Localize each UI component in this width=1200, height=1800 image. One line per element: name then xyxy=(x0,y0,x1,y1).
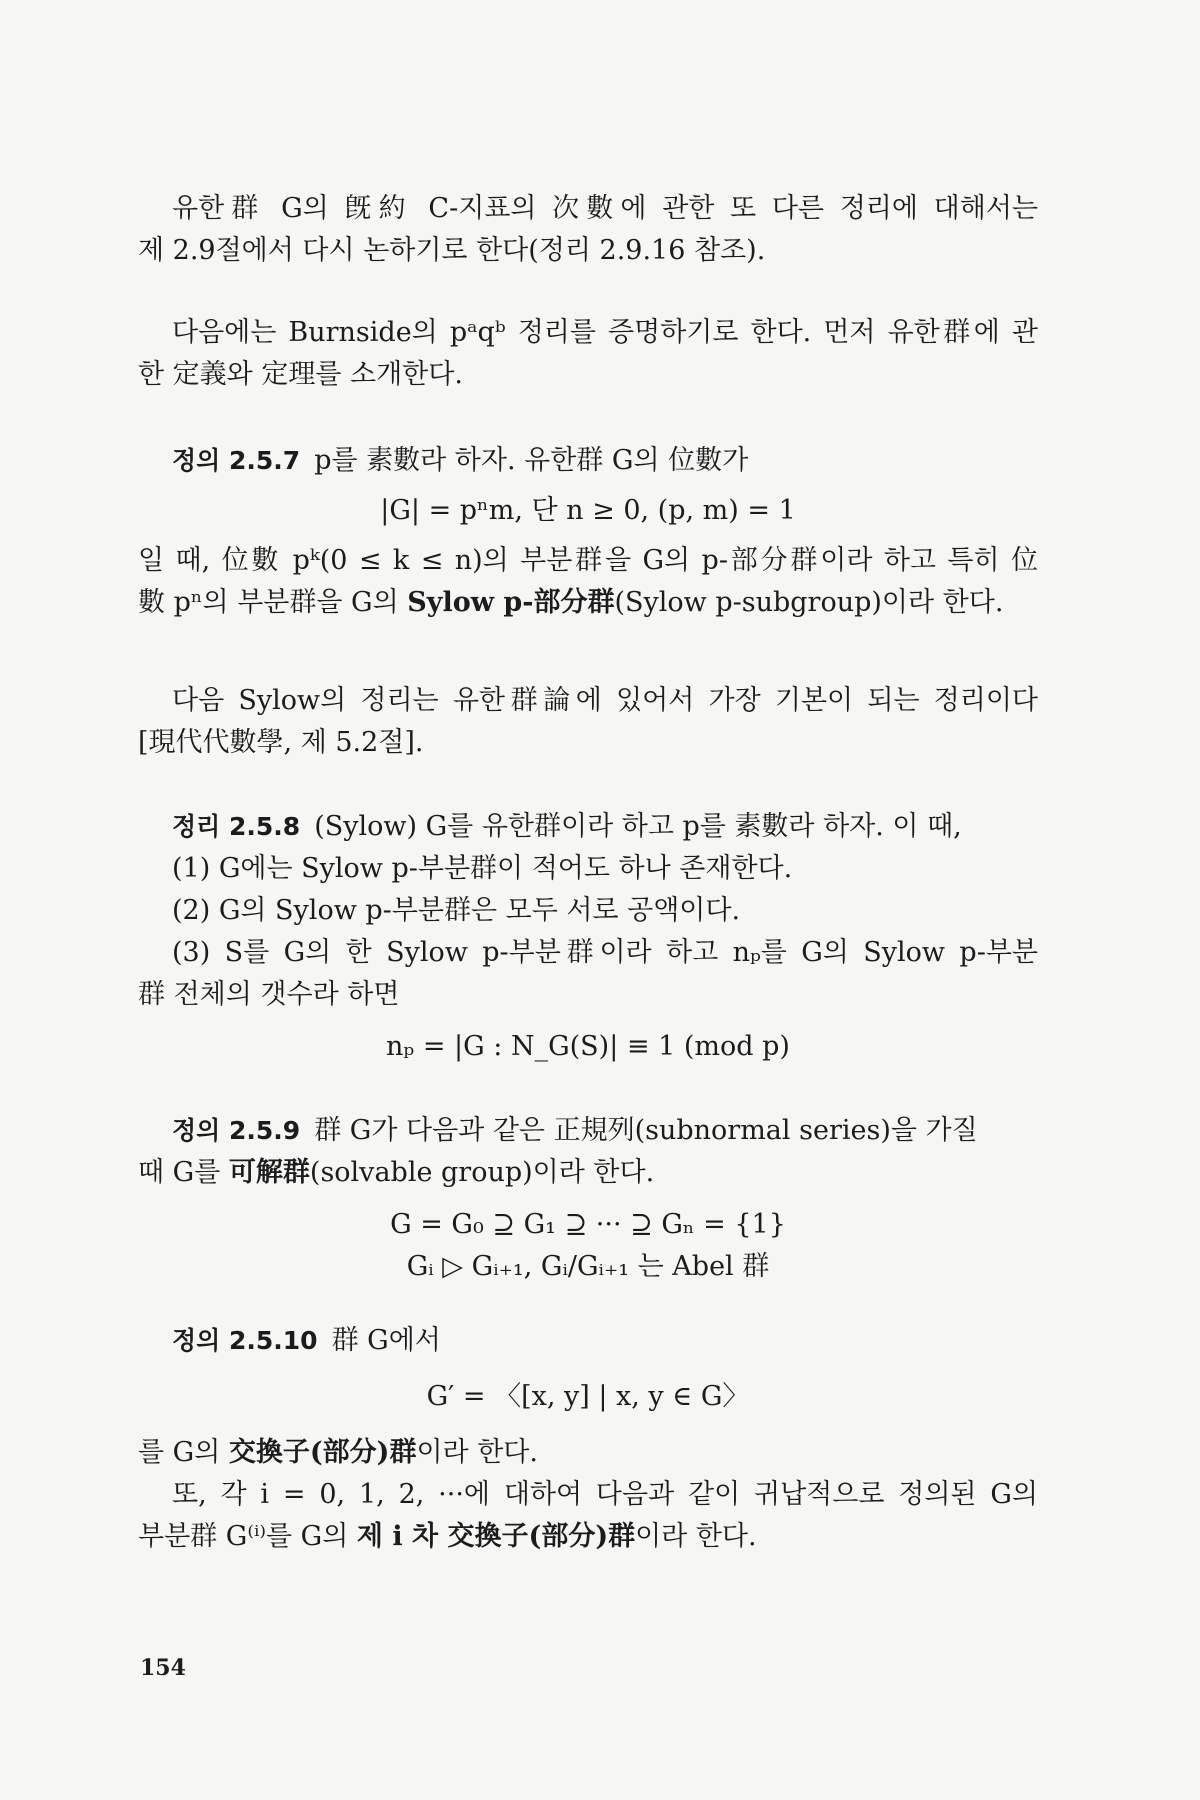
text-fragment: 數 pⁿ의 부분群을 G의 xyxy=(138,587,408,618)
text-fragment: 부분群 G⁽ⁱ⁾를 G의 xyxy=(138,1521,357,1552)
text-line: p를 素數라 하자. 유한群 G의 位數가 xyxy=(314,445,749,476)
list-item: (3) S를 G의 한 Sylow p-부분群이라 하고 nₚ를 G의 Sylow p-부분 xyxy=(172,937,1038,968)
page-number: 154 xyxy=(140,1655,186,1681)
text-line: 群 전체의 갯수라 하면 xyxy=(138,979,400,1010)
text-line: 한 定義와 定理를 소개한다. xyxy=(138,359,463,390)
text-line xyxy=(138,582,1038,624)
text-line: 群 G가 다음과 같은 正規列(subnormal series)을 가질 xyxy=(314,1115,978,1146)
term: 可解群 xyxy=(228,1157,310,1188)
definition-label: 정의 2.5.10 xyxy=(172,1326,318,1355)
text-line: 일 때, 位數 pᵏ(0 ≤ k ≤ n)의 부분群을 G의 p-部分群이라 하고 특히 位 xyxy=(138,545,1038,576)
text-fragment: (solvable group)이라 한다. xyxy=(309,1157,655,1188)
theorem-2-5-8 xyxy=(138,806,1038,1068)
formula: nₚ = |G : N_G(S)| ≡ 1 (mod p) xyxy=(386,1031,790,1062)
formula: |G| = pⁿm, 단 n ≥ 0, (p, m) = 1 xyxy=(380,495,796,526)
definition-heading xyxy=(138,1320,1038,1362)
theorem-label: 정리 2.5.8 xyxy=(172,812,301,841)
text-line xyxy=(138,1516,1038,1558)
text-fragment: 이라 한다. xyxy=(635,1521,757,1552)
definition-heading xyxy=(138,440,1038,482)
text-line: 다음 Sylow의 정리는 유한群論에 있어서 가장 기본이 되는 정리이다 xyxy=(172,685,1038,716)
formula: Gᵢ ▷ Gᵢ₊₁, Gᵢ/Gᵢ₊₁ 는 Abel 群 xyxy=(406,1251,770,1282)
paragraph-1 xyxy=(138,188,1038,272)
paragraph-3 xyxy=(138,680,1038,764)
formula: G′ = 〈[x, y] | x, y ∈ G〉 xyxy=(426,1381,750,1412)
text-fragment: 이라 한다. xyxy=(416,1437,538,1468)
term: 제 i 차 交換子(部分)群 xyxy=(356,1521,636,1552)
text-line: 제 2.9절에서 다시 논하기로 한다(정리 2.9.16 참조). xyxy=(138,235,766,266)
term: 交換子(部分)群 xyxy=(228,1437,417,1468)
paragraph-2 xyxy=(138,312,1038,396)
definition-2-5-10 xyxy=(138,1320,1038,1558)
list-item: (1) G에는 Sylow p-부분群이 적어도 하나 존재한다. xyxy=(172,853,793,884)
definition-2-5-7 xyxy=(138,440,1038,624)
text-fragment: 때 G를 xyxy=(138,1157,229,1188)
definition-2-5-9 xyxy=(138,1110,1038,1288)
text-line: 다음에는 Burnside의 pᵃqᵇ 정리를 증명하기로 한다. 먼저 유한群에 관 xyxy=(172,317,1038,348)
formula: G = G₀ ⊇ G₁ ⊇ ··· ⊇ Gₙ = {1} xyxy=(390,1209,786,1240)
text-fragment: 를 G의 xyxy=(138,1437,229,1468)
term: Sylow p-部分群 xyxy=(407,587,615,618)
text-line: [現代代數學, 제 5.2절]. xyxy=(138,727,424,758)
definition-heading xyxy=(138,1110,1038,1152)
text-fragment: (Sylow p-subgroup)이라 한다. xyxy=(614,587,1004,618)
definition-label: 정의 2.5.9 xyxy=(172,1116,301,1145)
list-item: (2) G의 Sylow p-부분群은 모두 서로 공액이다. xyxy=(172,895,741,926)
text-line: 群 G에서 xyxy=(331,1325,441,1356)
text-line: 또, 각 i = 0, 1, 2, ···에 대하여 다음과 같이 귀납적으로 정의된 G의 xyxy=(172,1479,1038,1510)
text-line: 유한群 G의 旣約 C-지표의 次數에 관한 또 다른 정리에 대해서는 xyxy=(172,193,1038,224)
definition-label: 정의 2.5.7 xyxy=(172,446,301,475)
text-line xyxy=(138,1152,1038,1194)
theorem-heading xyxy=(138,806,1038,848)
text-line: (Sylow) G를 유한群이라 하고 p를 素數라 하자. 이 때, xyxy=(314,811,962,842)
text-line xyxy=(138,1432,1038,1474)
